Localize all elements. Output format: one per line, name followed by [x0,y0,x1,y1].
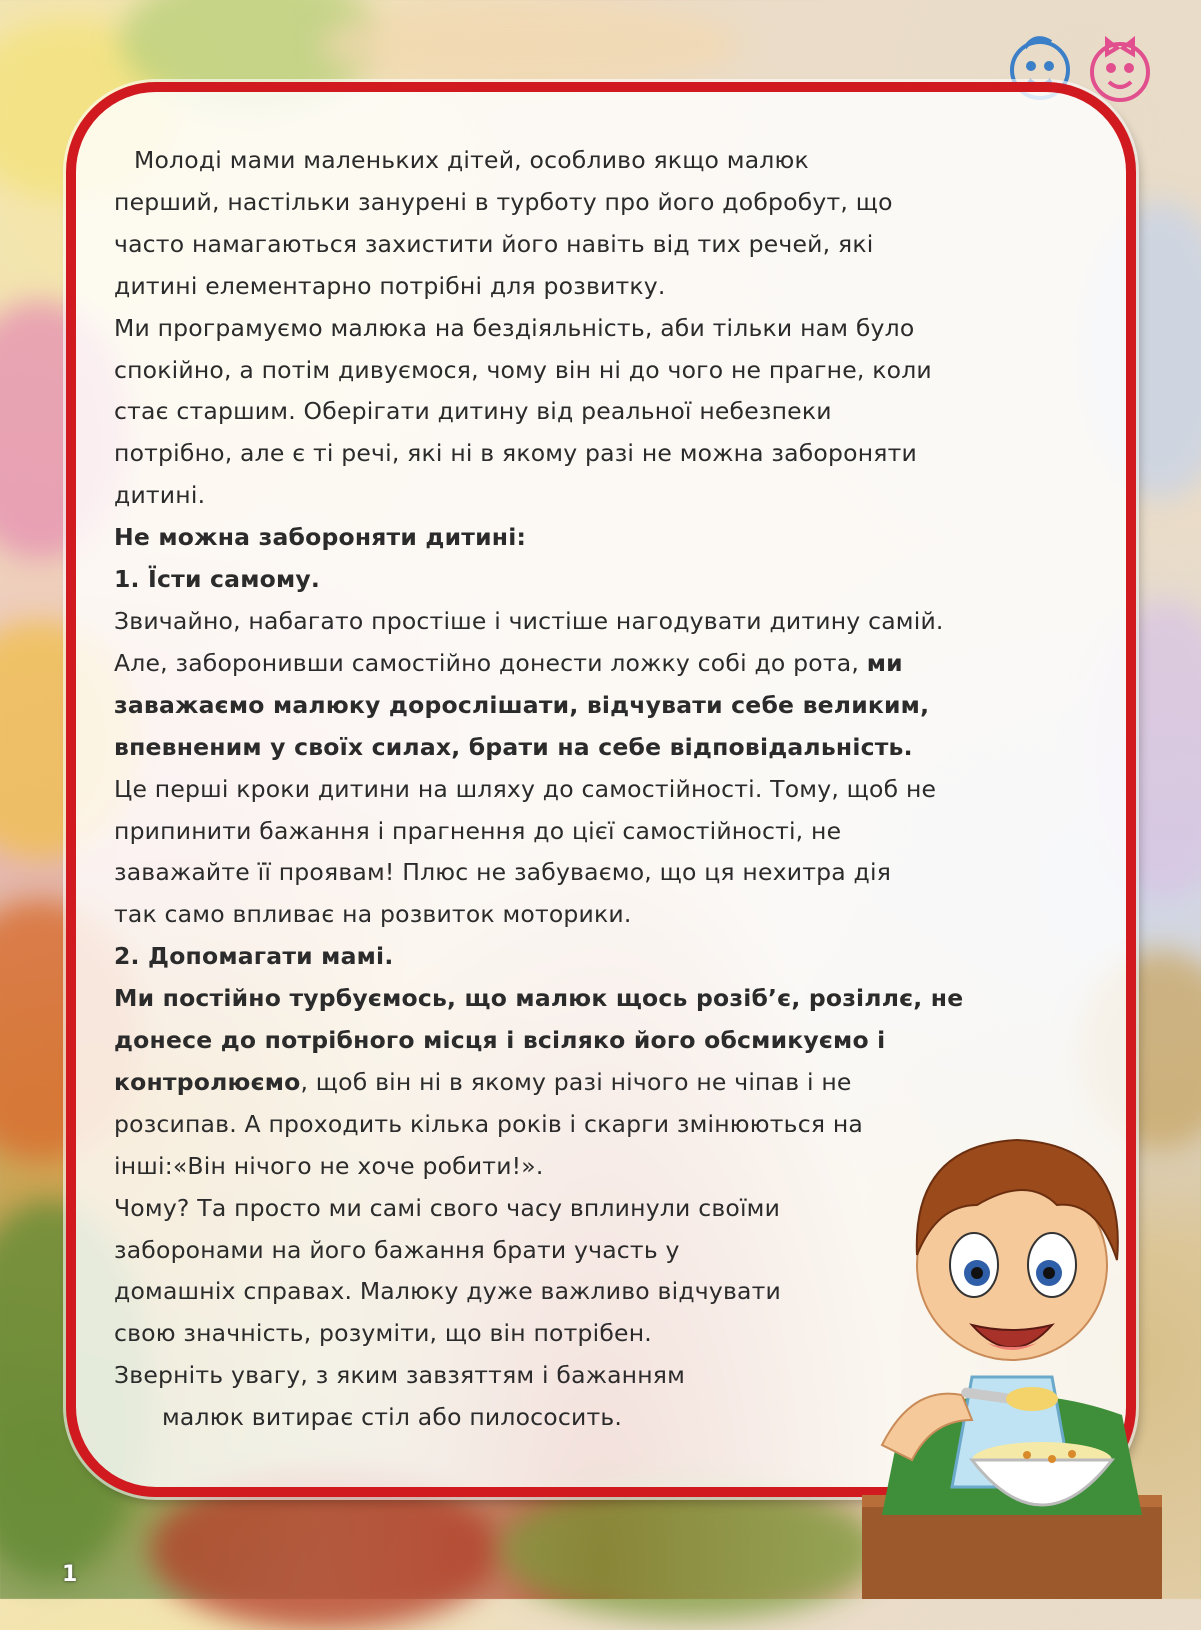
text-line-main: розсипав. А проходить кілька років і скарги змінюються на [114,1109,863,1138]
text-line-main: заборонами на його бажання брати участь у [114,1235,680,1264]
text-line [114,517,1079,559]
page-number: 1 [62,1562,78,1587]
text-line [114,433,1079,475]
text-line-main: інші:«Він нічого не хоче робити!». [114,1151,544,1180]
text-line [114,308,1079,350]
text-line [114,266,1079,308]
text-line-main: 1. Їсти самому. [114,565,320,594]
text-line [114,685,1079,727]
text-line [114,559,1079,601]
text-line-main: часто намагаються захистити його навіть від тих речей, які [114,229,874,258]
text-line-main: припинити бажання і прагнення до цієї самостійності, не [114,816,842,845]
text-line [114,727,1079,769]
text-line-main: впевненим у своїх силах, брати на себе відповідальність. [114,732,913,761]
text-line-main: Ми програмуємо малюка на бездіяльність, аби тільки нам було [114,313,915,342]
text-line [114,936,1079,978]
text-line-main: заважайте її проявам! Плюс не забуваємо, що ця нехитра дія [114,858,892,887]
text-line [114,350,1079,392]
text-line-main: Але, заборонивши самостійно донести ложку собі до рота, [114,648,867,677]
text-line-main: Ми постійно турбуємось, що малюк щось розіб’є, розіллє, не [114,984,964,1013]
text-line-main: донесе до потрібного місця і всіляко його обсмикуємо і [114,1026,886,1055]
text-line [114,475,1079,517]
text-line [114,894,1079,936]
text-line [114,769,1079,811]
girl-face-icon [1092,40,1148,100]
text-line [114,140,1079,182]
boy-eating-illustration [862,1115,1162,1599]
text-line-main: Чому? Та просто ми самі свого часу вплинули своїми [114,1193,781,1222]
text-line-main: малюк витирає стіл або пилососить. [162,1403,623,1432]
text-line-main: стає старшим. Оберігати дитину від реальної небезпеки [114,397,832,426]
text-line [114,601,1079,643]
text-line [114,1020,1079,1062]
text-line-main: потрібно, але є ті речі, які ні в якому разі не можна забороняти [114,439,917,468]
text-line-main: перший, настільки занурені в турботу про його добробут, що [114,187,893,216]
text-line-main: свою значність, розуміти, що він потрібен. [114,1319,652,1348]
text-line-main: Звичайно, набагато простіше і чистіше нагодувати дитину самій. [114,606,944,635]
text-line-main: 2. Допомагати мамі. [114,942,394,971]
text-line [114,978,1079,1020]
text-line-main: Зверніть увагу, з яким завзяттям і бажанням [114,1361,686,1390]
text-line [114,224,1079,266]
text-line [114,811,1079,853]
text-line-tail: ми [866,648,903,677]
text-line-main: дитині елементарно потрібні для розвитку. [114,271,666,300]
text-line [114,643,1079,685]
text-line-tail: , щоб він ні в якому разі нічого не чіпав і не [300,1067,852,1096]
text-line-main: Не можна забороняти дитині: [114,523,527,552]
text-line-main: Молоді мами маленьких дітей, особливо якщо малюк [134,146,809,174]
text-line-main: Це перші кроки дитини на шляху до самостійності. Тому, щоб не [114,774,937,803]
text-line-main: домашніх справах. Малюку дуже важливо відчувати [114,1277,781,1306]
text-line [114,182,1079,224]
text-line [114,852,1079,894]
text-line-main: спокійно, а потім дивуємося, чому він ні до чого не прагне, коли [114,355,932,384]
text-line-main: так само впливає на розвиток моторики. [114,900,632,929]
text-line [114,391,1079,433]
text-line-main: контролюємо [114,1067,301,1096]
text-line-main: дитині. [114,481,206,510]
text-line-main: заважаємо малюку дорослішати, відчувати себе великим, [114,690,930,719]
text-line [114,1062,1079,1104]
